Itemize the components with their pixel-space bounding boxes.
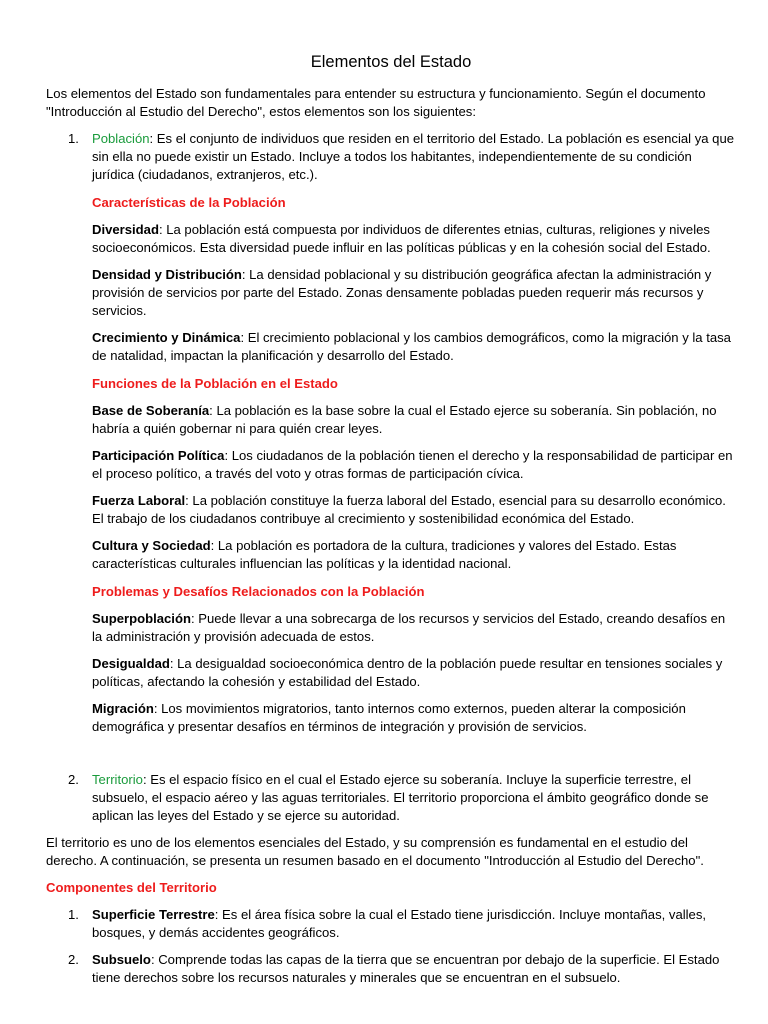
funciones-heading: Funciones de la Población en el Estado — [92, 376, 338, 391]
territorio-text: : Es el espacio físico en el cual el Estado ejerce su soberanía. Incluye la superficie terrestre, el subsuelo, el espacio aéreo y las aguas territoriales. El territorio proporciona el ámbito geográfico donde se aplican las leyes del Estado y se ejerce su autoridad. — [92, 772, 709, 823]
item-term: Densidad y Distribución — [92, 267, 242, 282]
list-number: 1. — [68, 131, 79, 146]
list-item-poblacion — [46, 130, 736, 184]
document-page — [46, 52, 736, 996]
item-text: : La población constituye la fuerza laboral del Estado, esencial para su desarrollo económico. El trabajo de los ciudadanos contribuye al crecimiento y sostenibilidad económica del Estado. — [92, 493, 726, 526]
item-text: : Puede llevar a una sobrecarga de los recursos y servicios del Estado, creando desafíos en la administración y provisión adecuada de estos. — [92, 611, 726, 644]
item-term: Migración — [92, 701, 154, 716]
item-term: Crecimiento y Dinámica — [92, 330, 241, 345]
problema-item — [92, 700, 736, 736]
item-term: Participación Política — [92, 448, 225, 463]
list-number: 1. — [68, 907, 79, 922]
item-text: : El crecimiento poblacional y los cambios demográficos, como la migración y la tasa de natalidad, impactan la planificación y desarrollo del Estado. — [92, 330, 731, 363]
caracteristica-item — [92, 329, 736, 365]
item-term: Cultura y Sociedad — [92, 538, 211, 553]
item-text: : Es el área física sobre la cual el Estado tiene jurisdicción. Incluye montañas, valles, bosques, y demás accidentes geográficos. — [92, 907, 707, 940]
item-text: : La densidad poblacional y su distribución geográfica afectan la administración y provisión de servicios por parte del Estado. Zonas densamente pobladas pueden requerir más recursos y servicios. — [92, 267, 712, 318]
item-text: : Los movimientos migratorios, tanto internos como externos, pueden alterar la composición demográfica y presentar desafíos en términos de integración y provisión de servicios. — [92, 701, 686, 734]
item-text: : La población es portadora de la cultura, tradiciones y valores del Estado. Estas características culturales influencian las políticas y la identidad nacional. — [92, 538, 677, 571]
componente-item — [46, 951, 736, 987]
item-term: Fuerza Laboral — [92, 493, 186, 508]
item-text: : La población es la base sobre la cual el Estado ejerce su soberanía. Sin población, no habría a quién gobernar ni para quién crear leyes. — [92, 403, 717, 436]
list-item-territorio — [46, 771, 736, 825]
item-term: Superpoblación — [92, 611, 191, 626]
list-number: 2. — [68, 772, 79, 787]
funcion-item — [92, 402, 736, 438]
problemas-heading: Problemas y Desafíos Relacionados con la Población — [92, 584, 425, 599]
funcion-item — [92, 492, 736, 528]
problema-item — [92, 610, 736, 646]
item-text: : Comprende todas las capas de la tierra que se encuentran por debajo de la superficie. El Estado tiene derechos sobre los recursos naturales y minerales que se encuentran en el subsuelo. — [92, 952, 720, 985]
poblacion-text: : Es el conjunto de individuos que residen en el territorio del Estado. La población es esencial ya que sin ella no puede existir un Estado. Incluye a todos los habitantes, independientemente de su condición jurídica (ciudadanos, extranjeros, etc.). — [92, 131, 735, 182]
item-term: Superficie Terrestre — [92, 907, 215, 922]
item-term: Subsuelo — [92, 952, 151, 967]
item-text: : Los ciudadanos de la población tienen el derecho y la responsabilidad de participar en el proceso político, a través del voto y otras formas de participación cívica. — [92, 448, 733, 481]
poblacion-label: Población — [92, 131, 150, 146]
territorio-label: Territorio — [92, 772, 143, 787]
caracteristica-item — [92, 266, 736, 320]
funcion-item — [92, 447, 736, 483]
componentes-heading: Componentes del Territorio — [46, 880, 217, 895]
funcion-item — [92, 537, 736, 573]
caracteristica-item — [92, 221, 736, 257]
item-text: : La desigualdad socioeconómica dentro de la población puede resultar en tensiones sociales y políticas, afectando la cohesión y estabilidad del Estado. — [92, 656, 723, 689]
problema-item — [92, 655, 736, 691]
territorio-intro-paragraph: El territorio es uno de los elementos esenciales del Estado, y su comprensión es fundamental en el estudio del derecho. A continuación, se presenta un resumen basado en el documento "Introducción al Estudio del Derecho". — [46, 835, 704, 868]
item-text: : La población está compuesta por individuos de diferentes etnias, culturas, religiones y niveles socioeconómicos. Esta diversidad puede influir en las políticas públicas y en la cohesión social del Estado. — [92, 222, 711, 255]
componente-item — [46, 906, 736, 942]
intro-paragraph: Los elementos del Estado son fundamentales para entender su estructura y funcionamiento. Según el documento "Introducción al Estudio del Derecho", estos elementos son los siguientes: — [46, 86, 706, 119]
item-term: Desigualdad — [92, 656, 170, 671]
caracteristicas-heading: Características de la Población — [92, 195, 286, 210]
item-term: Base de Soberanía — [92, 403, 210, 418]
item-term: Diversidad — [92, 222, 159, 237]
list-number: 2. — [68, 952, 79, 967]
document-title: Elementos del Estado — [310, 53, 472, 71]
